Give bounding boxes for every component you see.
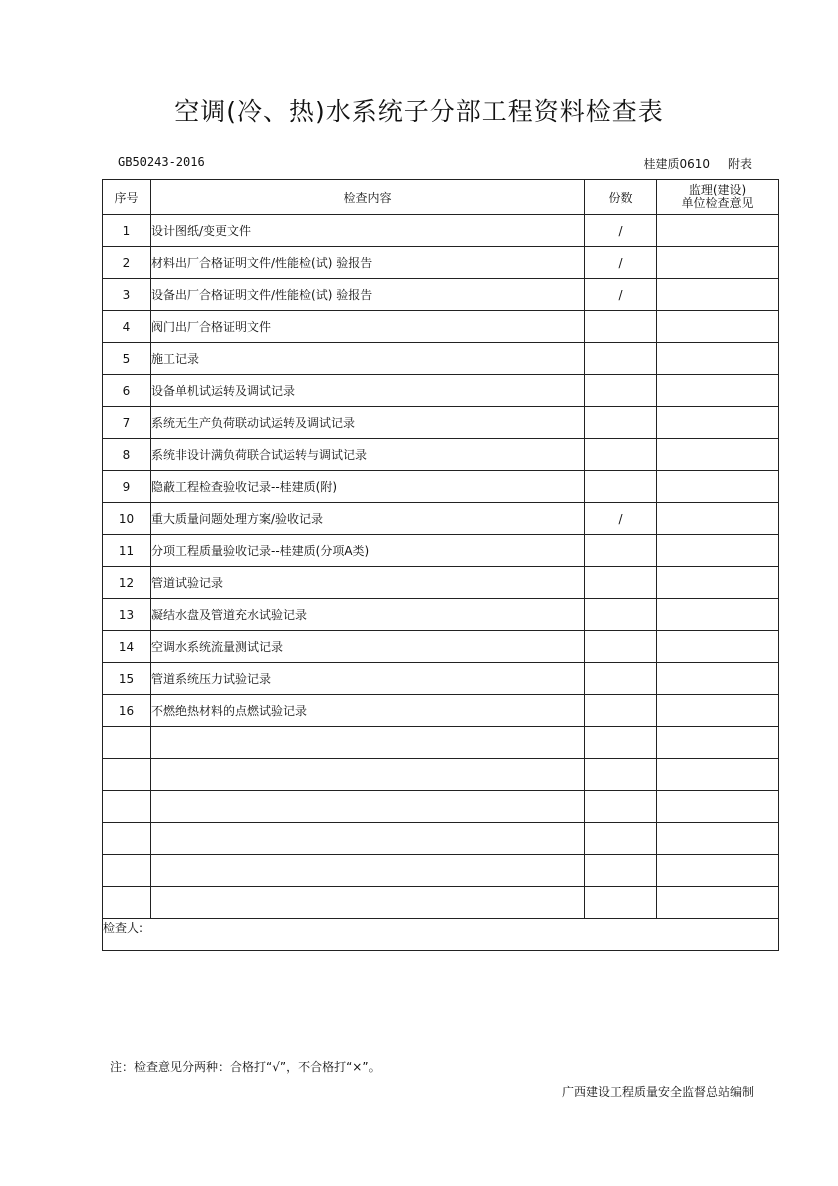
header-opinion-line1: 监理(建设) bbox=[688, 183, 747, 197]
row-opinion-cell[interactable] bbox=[657, 215, 779, 247]
inspector-label: 检查人: bbox=[103, 921, 144, 935]
row-number-cell: 15 bbox=[103, 663, 151, 695]
row-content-cell bbox=[151, 727, 585, 759]
row-content-cell: 重大质量问题处理方案/验收记录 bbox=[151, 503, 585, 535]
header-content: 检查内容 bbox=[151, 180, 585, 215]
row-opinion-cell[interactable] bbox=[657, 631, 779, 663]
table-row bbox=[103, 631, 779, 663]
row-content-cell bbox=[151, 759, 585, 791]
row-content-cell: 管道试验记录 bbox=[151, 567, 585, 599]
table-row bbox=[103, 375, 779, 407]
row-opinion-cell[interactable] bbox=[657, 567, 779, 599]
row-opinion-cell[interactable] bbox=[657, 727, 779, 759]
row-copies-cell[interactable] bbox=[585, 823, 657, 855]
row-number-cell: 5 bbox=[103, 343, 151, 375]
row-opinion-cell[interactable] bbox=[657, 855, 779, 887]
row-content-cell: 凝结水盘及管道充水试验记录 bbox=[151, 599, 585, 631]
form-title: 空调(冷、热)水系统子分部工程资料检查表 bbox=[174, 97, 664, 126]
row-opinion-cell[interactable] bbox=[657, 311, 779, 343]
row-content-cell: 隐蔽工程检查验收记录--桂建质(附) bbox=[151, 471, 585, 503]
attachment-label: 附表 bbox=[727, 157, 752, 171]
table-row bbox=[103, 887, 779, 919]
inspection-table bbox=[102, 179, 779, 951]
row-content-cell bbox=[151, 823, 585, 855]
inspector-row bbox=[103, 919, 779, 951]
row-number-cell: 6 bbox=[103, 375, 151, 407]
header-copies: 份数 bbox=[585, 180, 657, 215]
row-number-cell: 12 bbox=[103, 567, 151, 599]
table-row bbox=[103, 471, 779, 503]
row-number-cell: 13 bbox=[103, 599, 151, 631]
table-row bbox=[103, 215, 779, 247]
table-row bbox=[103, 567, 779, 599]
header-opinion-line2: 单位检查意见 bbox=[681, 196, 754, 210]
issuer-label: 广西建设工程质量安全监督总站编制 bbox=[561, 1085, 754, 1099]
row-opinion-cell[interactable] bbox=[657, 791, 779, 823]
row-copies-cell[interactable] bbox=[585, 855, 657, 887]
standard-code: GB50243-2016 bbox=[118, 155, 205, 169]
table-row bbox=[103, 695, 779, 727]
row-content-cell: 材料出厂合格证明文件/性能检(试) 验报告 bbox=[151, 247, 585, 279]
row-content-cell: 不燃绝热材料的点燃试验记录 bbox=[151, 695, 585, 727]
table-row bbox=[103, 407, 779, 439]
row-copies-cell[interactable] bbox=[585, 695, 657, 727]
row-opinion-cell[interactable] bbox=[657, 375, 779, 407]
table-row bbox=[103, 759, 779, 791]
row-content-cell bbox=[151, 791, 585, 823]
table-row bbox=[103, 279, 779, 311]
row-content-cell bbox=[151, 887, 585, 919]
row-number-cell: 10 bbox=[103, 503, 151, 535]
row-copies-cell[interactable]: / bbox=[585, 215, 657, 247]
row-opinion-cell[interactable] bbox=[657, 535, 779, 567]
row-copies-cell[interactable] bbox=[585, 727, 657, 759]
row-number-cell bbox=[103, 887, 151, 919]
row-number-cell bbox=[103, 791, 151, 823]
row-number-cell bbox=[103, 855, 151, 887]
row-copies-cell[interactable] bbox=[585, 631, 657, 663]
row-copies-cell[interactable]: / bbox=[585, 279, 657, 311]
row-copies-cell[interactable] bbox=[585, 663, 657, 695]
row-content-cell: 分项工程质量验收记录--桂建质(分项A类) bbox=[151, 535, 585, 567]
table-row bbox=[103, 599, 779, 631]
row-content-cell: 空调水系统流量测试记录 bbox=[151, 631, 585, 663]
table-body bbox=[103, 215, 779, 919]
row-opinion-cell[interactable] bbox=[657, 759, 779, 791]
row-copies-cell[interactable] bbox=[585, 599, 657, 631]
row-content-cell: 施工记录 bbox=[151, 343, 585, 375]
row-opinion-cell[interactable] bbox=[657, 439, 779, 471]
table-row bbox=[103, 727, 779, 759]
row-copies-cell[interactable]: / bbox=[585, 503, 657, 535]
row-number-cell: 7 bbox=[103, 407, 151, 439]
row-content-cell: 系统非设计满负荷联合试运转与调试记录 bbox=[151, 439, 585, 471]
row-number-cell: 3 bbox=[103, 279, 151, 311]
row-opinion-cell[interactable] bbox=[657, 663, 779, 695]
row-number-cell bbox=[103, 727, 151, 759]
row-copies-cell[interactable] bbox=[585, 407, 657, 439]
row-content-cell: 设计图纸/变更文件 bbox=[151, 215, 585, 247]
row-copies-cell[interactable] bbox=[585, 343, 657, 375]
row-opinion-cell[interactable] bbox=[657, 407, 779, 439]
row-content-cell: 设备单机试运转及调试记录 bbox=[151, 375, 585, 407]
row-number-cell: 4 bbox=[103, 311, 151, 343]
row-number-cell: 14 bbox=[103, 631, 151, 663]
row-number-cell: 2 bbox=[103, 247, 151, 279]
table-row bbox=[103, 791, 779, 823]
row-content-cell: 系统无生产负荷联动试运转及调试记录 bbox=[151, 407, 585, 439]
form-code: 桂建质0610 bbox=[643, 157, 710, 171]
row-opinion-cell[interactable] bbox=[657, 695, 779, 727]
row-copies-cell[interactable] bbox=[585, 439, 657, 471]
row-number-cell: 1 bbox=[103, 215, 151, 247]
inspector-cell[interactable] bbox=[103, 919, 779, 951]
row-opinion-cell[interactable] bbox=[657, 343, 779, 375]
row-opinion-cell[interactable] bbox=[657, 599, 779, 631]
table-row bbox=[103, 823, 779, 855]
row-copies-cell[interactable] bbox=[585, 311, 657, 343]
footnote: 注：检查意见分两种：合格打“√”，不合格打“×”。 bbox=[110, 1060, 381, 1074]
table-row bbox=[103, 855, 779, 887]
row-number-cell bbox=[103, 823, 151, 855]
row-number-cell bbox=[103, 759, 151, 791]
table-row bbox=[103, 439, 779, 471]
row-copies-cell[interactable] bbox=[585, 375, 657, 407]
form-code-line bbox=[643, 155, 752, 172]
header-opinion bbox=[657, 180, 779, 215]
row-number-cell: 8 bbox=[103, 439, 151, 471]
row-opinion-cell[interactable] bbox=[657, 247, 779, 279]
table-row bbox=[103, 343, 779, 375]
header-no: 序号 bbox=[103, 180, 151, 215]
row-number-cell: 11 bbox=[103, 535, 151, 567]
row-opinion-cell[interactable] bbox=[657, 823, 779, 855]
table-row bbox=[103, 311, 779, 343]
row-copies-cell[interactable] bbox=[585, 471, 657, 503]
row-content-cell: 设备出厂合格证明文件/性能检(试) 验报告 bbox=[151, 279, 585, 311]
row-copies-cell[interactable] bbox=[585, 791, 657, 823]
table-row bbox=[103, 247, 779, 279]
row-opinion-cell[interactable] bbox=[657, 279, 779, 311]
table-row bbox=[103, 663, 779, 695]
row-copies-cell[interactable] bbox=[585, 535, 657, 567]
row-copies-cell[interactable] bbox=[585, 759, 657, 791]
row-copies-cell[interactable] bbox=[585, 567, 657, 599]
table-row bbox=[103, 535, 779, 567]
table-header-row bbox=[103, 180, 779, 215]
row-opinion-cell[interactable] bbox=[657, 471, 779, 503]
row-copies-cell[interactable] bbox=[585, 887, 657, 919]
row-opinion-cell[interactable] bbox=[657, 887, 779, 919]
row-number-cell: 16 bbox=[103, 695, 151, 727]
row-copies-cell[interactable]: / bbox=[585, 247, 657, 279]
table-row bbox=[103, 503, 779, 535]
row-opinion-cell[interactable] bbox=[657, 503, 779, 535]
row-content-cell: 管道系统压力试验记录 bbox=[151, 663, 585, 695]
row-content-cell: 阀门出厂合格证明文件 bbox=[151, 311, 585, 343]
row-content-cell bbox=[151, 855, 585, 887]
row-number-cell: 9 bbox=[103, 471, 151, 503]
